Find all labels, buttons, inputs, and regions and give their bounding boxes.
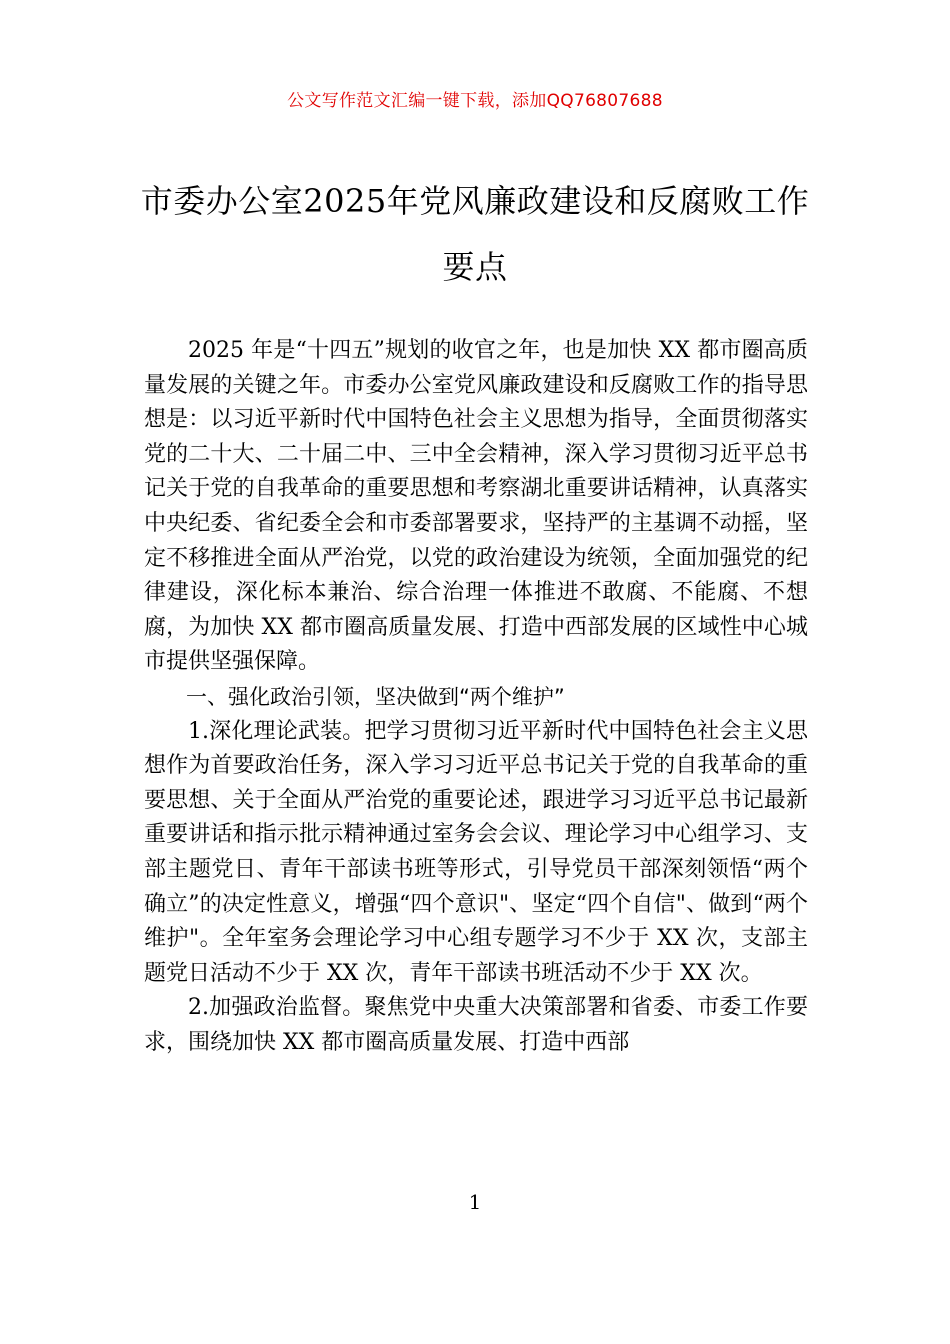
intro-paragraph: 2025 年是“十四五”规划的收官之年，也是加快 XX 都市圈高质量发展的关键之年。市委办公室党风廉政建设和反腐败工作的指导思想是：以习近平新时代中国特色社会主义思想为指导，全面贯彻落实党的二十大、二十届二中、三中全会精神，深入学习贯彻习近平总书记关于党的自我革命的重要思想和考察湖北重要讲话精神，认真落实中央纪委、省纪委全会和市委部署要求，坚持严的主基调不动摇，坚定不移推进全面从严治党，以党的政治建设为统领，全面加强党的纪律建设，深化标本兼治、综合治理一体推进不敢腐、不能腐、不想腐，为加快 XX 都市圈高质量发展、打造中西部发展的区域性中心城市提供坚强保障。 [144, 338, 808, 675]
item-paragraph: 2.加强政治监督。聚焦党中央重大决策部署和省委、市委工作要求，围绕加快 XX 都市圈高质量发展、打造中西部 [144, 995, 808, 1055]
download-banner: 公文写作范文汇编一键下载，添加QQ76807688 [287, 91, 663, 111]
document-title: 市委办公室2025年党风廉政建设和反腐败工作要点 [140, 182, 810, 286]
document-body [144, 334, 808, 1060]
item-paragraph: 1.深化理论武装。把学习贯彻习近平新时代中国特色社会主义思想作为首要政治任务，深入学习习近平总书记关于党的自我革命的重要思想、关于全面从严治党的重要论述，跟进学习习近平总书记最新重要讲话和指示批示精神通过室务会会议、理论学习中心组学习、支部主题党日、青年干部读书班等形式，引导党员干部深刻领悟“两个确立”的决定性意义，增强“四个意识"、坚定“四个自信"、做到“两个维护"。全年室务会理论学习中心组专题学习不少于 XX 次，支部主题党日活动不少于 XX 次，青年干部读书班活动不少于 XX 次。 [144, 718, 808, 986]
section-heading: 一、强化政治引领，坚决做到“两个维护” [186, 684, 565, 709]
page-number: 1 [468, 1190, 482, 1214]
